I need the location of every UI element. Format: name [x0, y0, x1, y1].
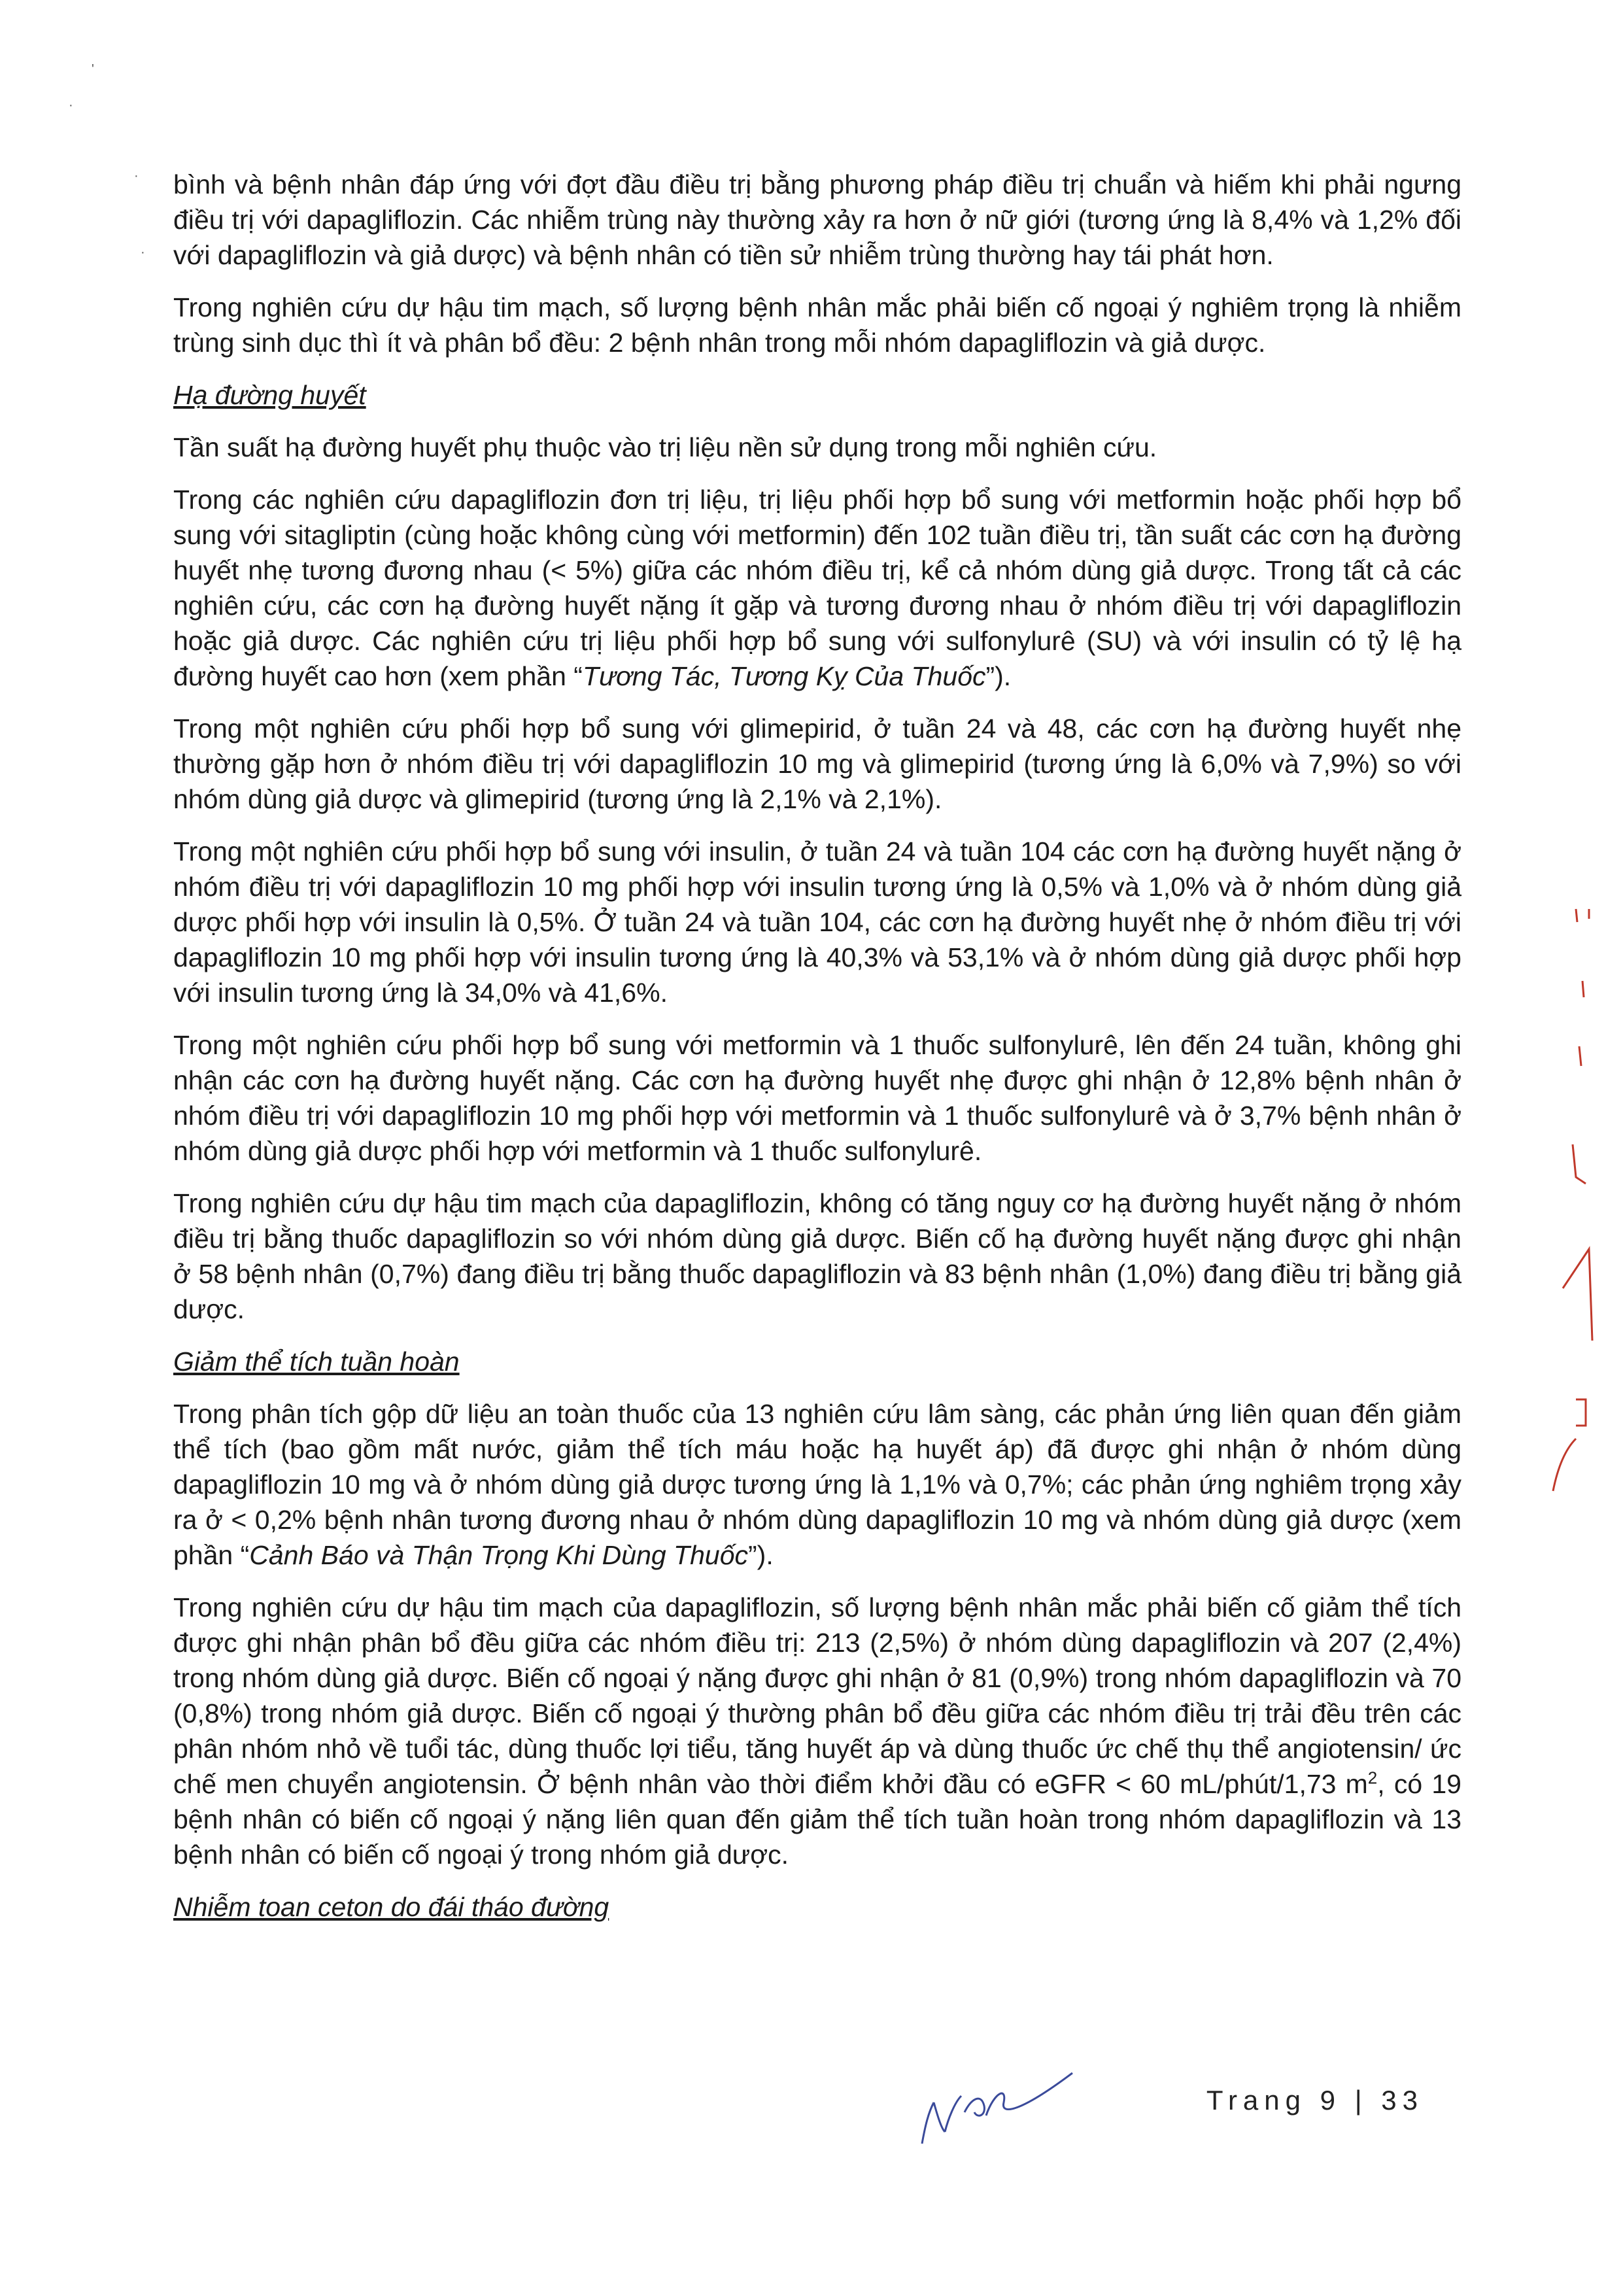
scan-speck: · — [141, 245, 145, 260]
cross-reference: Cảnh Báo và Thận Trọng Khi Dùng Thuốc — [249, 1540, 749, 1570]
text-run: Trong phân tích gộp dữ liệu an toàn thuốc của 13 nghiên cứu lâm sàng, các phản ứng liên quan đến giảm thể tích (bao gồm mất nước, giảm thể tích máu hoặc hạ huyết áp) đã được ghi nhận ở nhóm dùng dapagliflozin 10 mg và ở nhóm dùng giả dược tương ứng là 1,1% và 0,7%; các phản ứng nghiêm trọng xảy ra ở < 0,2% bệnh nhân tương đương nhau ở nhóm dùng dapagliflozin 10 mg và nhóm dùng giả dược (xem phần “ — [173, 1399, 1461, 1570]
cross-reference: Tương Tác, Tương Kỵ Của Thuốc — [582, 661, 986, 691]
scan-speck: · — [69, 98, 73, 112]
superscript: 2 — [1367, 1768, 1378, 1788]
paragraph-hypoglycemia-frequency: Tần suất hạ đường huyết phụ thuộc vào trị liệu nền sử dụng trong mỗi nghiên cứu. — [173, 432, 1157, 462]
text-run: Trong nghiên cứu dự hậu tim mạch của dapagliflozin, số lượng bệnh nhân mắc phải biến cố giảm thể tích được ghi nhận phân bổ đều giữa các nhóm điều trị: 213 (2,5%) ở nhóm dùng dapagliflozin và 207 (2,4%) trong nhóm dùng giả dược. Biến cố ngoại ý nặng được ghi nhận ở 81 (0,9%) trong nhóm dapagliflozin và 70 (0,8%) trong nhóm giả dược. Biến cố ngoại ý thường phân bổ đều giữa các nhóm điều trị trải đều trên các phân nhóm nhỏ về tuổi tác, dùng thuốc lợi tiểu, tăng huyết áp và dùng thuốc ức chế thụ thể angiotensin/ ức chế men chuyển angiotensin. Ở bệnh nhân vào thời điểm khởi đầu có eGFR < 60 mL/phút/1,73 m — [173, 1592, 1461, 1799]
section-heading-ketoacidosis: Nhiễm toan ceton do đái tháo đường — [173, 1892, 609, 1922]
scan-speck: · — [134, 169, 139, 183]
paragraph-infection-continued: bình và bệnh nhân đáp ứng với đợt đầu điều trị bằng phương pháp điều trị chuẩn và hiếm khi phải ngưng điều trị với dapagliflozin. Các nhiễm trùng này thường xảy ra hơn ở nữ giới (tương ứng là 8,4% và 1,2% đối với dapagliflozin và giả dược) và bệnh nhân có tiền sử nhiễm trùng thường hay tái phát hơn. — [173, 169, 1461, 270]
stamp-edge-marks — [1550, 883, 1609, 1504]
paragraph-hypoglycemia-monotherapy — [173, 482, 1461, 694]
section-heading-volume-depletion: Giảm thể tích tuần hoàn — [173, 1346, 460, 1377]
paragraph-hypoglycemia-cv-outcome: Trong nghiên cứu dự hậu tim mạch của dapagliflozin, không có tăng nguy cơ hạ đường huyết nặng ở nhóm điều trị bằng thuốc dapagliflozin so với nhóm dùng giả dược. Biến cố hạ đường huyết nặng được ghi nhận ở 58 bệnh nhân (0,7%) đang điều trị bằng thuốc dapagliflozin và 83 bệnh nhân (1,0%) đang điều trị bằng giả dược. — [173, 1188, 1461, 1324]
paragraph-hypoglycemia-glimepirid: Trong một nghiên cứu phối hợp bổ sung với glimepirid, ở tuần 24 và 48, các cơn hạ đường huyết nhẹ thường gặp hơn ở nhóm điều trị với dapagliflozin 10 mg và glimepirid (tương ứng là 6,0% và 7,9%) so với nhóm dùng giả dược và glimepirid (tương ứng là 2,1% và 2,1%). — [173, 713, 1461, 814]
paragraph-hypoglycemia-insulin: Trong một nghiên cứu phối hợp bổ sung với insulin, ở tuần 24 và tuần 104 các cơn hạ đường huyết nặng ở nhóm điều trị với dapagliflozin 10 mg phối hợp với insulin tương ứng là 0,5% và 1,0% và ở nhóm dùng giả dược phối hợp với insulin là 0,5%. Ở tuần 24 và tuần 104, các cơn hạ đường huyết nhẹ ở nhóm điều trị với dapagliflozin 10 mg phối hợp với insulin tương ứng là 40,3% và 53,1% và ở nhóm dùng giả dược phối hợp với insulin tương ứng là 34,0% và 41,6%. — [173, 836, 1461, 1008]
text-run: ”). — [985, 661, 1012, 691]
document-page — [173, 167, 1461, 1942]
section-heading-hypoglycemia: Hạ đường huyết — [173, 380, 366, 410]
paragraph-volume-cv-outcome — [173, 1590, 1461, 1872]
paragraph-volume-pooled-analysis — [173, 1396, 1461, 1573]
text-run: , có 19 bệnh nhân có biến cố ngoại ý nặng liên quan đến giảm thể tích tuần hoàn trong nhóm dapagliflozin và 13 bệnh nhân có biến cố ngoại ý trong nhóm giả dược. — [173, 1769, 1461, 1870]
scan-speck: ' — [92, 62, 94, 77]
text-run: ”). — [748, 1540, 774, 1570]
handwritten-signature — [909, 2066, 1079, 2151]
page-number-footer: Trang 9 | 33 — [1206, 2085, 1424, 2116]
paragraph-cv-outcome-genital-infection: Trong nghiên cứu dự hậu tim mạch, số lượng bệnh nhân mắc phải biến cố ngoại ý nghiêm trọng là nhiễm trùng sinh dục thì ít và phân bổ đều: 2 bệnh nhân trong mỗi nhóm dapagliflozin và giả dược. — [173, 292, 1461, 358]
paragraph-hypoglycemia-metformin-su: Trong một nghiên cứu phối hợp bổ sung với metformin và 1 thuốc sulfonylurê, lên đến 24 tuần, không ghi nhận các cơn hạ đường huyết nặng. Các cơn hạ đường huyết nhẹ được ghi nhận ở 12,8% bệnh nhân ở nhóm điều trị với dapagliflozin 10 mg phối hợp với metformin và 1 thuốc sulfonylurê và ở 3,7% bệnh nhân ở nhóm dùng giả dược phối hợp với metformin và 1 thuốc sulfonylurê. — [173, 1030, 1461, 1166]
text-run: Trong các nghiên cứu dapagliflozin đơn trị liệu, trị liệu phối hợp bổ sung với metformin hoặc phối hợp bổ sung với sitagliptin (cùng hoặc không cùng với metformin) đến 102 tuần điều trị, tần suất các cơn hạ đường huyết nhẹ tương đương nhau (< 5%) giữa các nhóm điều trị, kể cả nhóm dùng giả dược. Trong tất cả các nghiên cứu, các cơn hạ đường huyết nặng ít gặp và tương đương nhau ở nhóm điều trị với dapagliflozin hoặc giả dược. Các nghiên cứu trị liệu phối hợp bổ sung với sulfonylurê (SU) và với insulin có tỷ lệ hạ đường huyết cao hơn (xem phần “ — [173, 485, 1461, 691]
